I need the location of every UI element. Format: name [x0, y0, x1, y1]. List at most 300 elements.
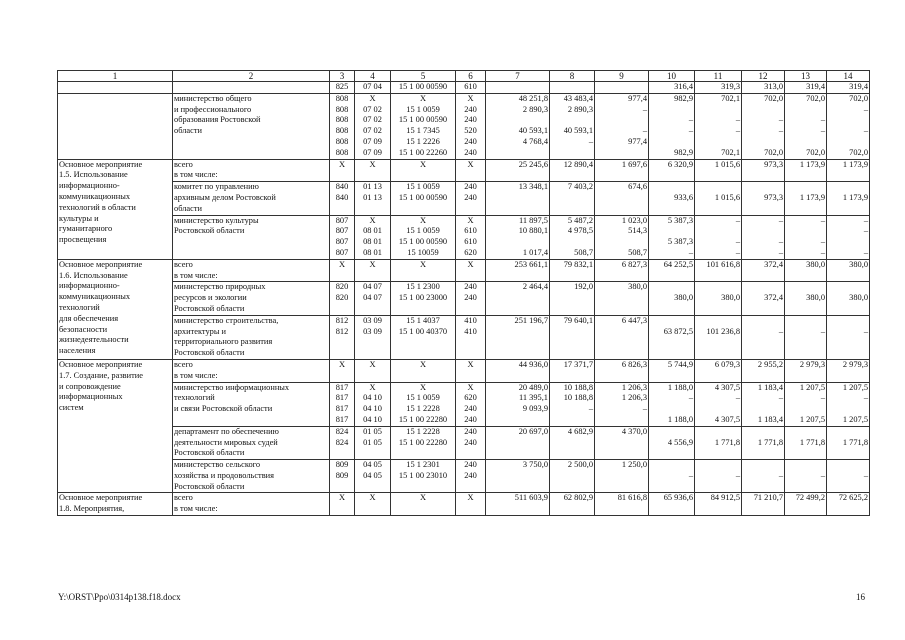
cell-value: 63 872,5: [663, 326, 693, 336]
cell-line: всего: [174, 259, 193, 269]
cell-value: [743, 182, 783, 193]
cell-value: 240: [464, 470, 477, 480]
cell-value: 820: [335, 282, 349, 292]
cell-value: 808: [335, 136, 349, 146]
table-cell: [649, 282, 695, 315]
cell-value: 4 307,5: [714, 414, 740, 424]
cell-value: 1 771,8: [714, 437, 740, 447]
cell-value: [650, 137, 693, 148]
cell-value: –: [863, 247, 868, 257]
cell-line: Ростовской области: [174, 226, 245, 236]
cell-value: –: [863, 226, 868, 236]
cell-line: и связи Ростовской области: [174, 404, 273, 414]
table-cell: [330, 315, 355, 359]
table-cell: [486, 382, 550, 426]
cell-value: [786, 316, 825, 327]
cell-value: [696, 316, 740, 327]
cell-value: [487, 237, 548, 248]
table-row: [58, 93, 870, 159]
cell-value: 9 093,9: [522, 404, 548, 414]
column-number: 9: [595, 71, 649, 82]
cell-value: 04 05: [363, 460, 382, 470]
footer-file-path: Y:\ORST\Ppo\0314p138.f18.docx: [58, 592, 181, 602]
table-cell: [742, 315, 785, 359]
cell-value: X: [467, 493, 474, 503]
cell-value: 84 912,5: [710, 493, 740, 503]
cell-line: Основное мероприятие: [59, 359, 143, 369]
table-cell: [456, 359, 486, 382]
cell-value: 15 1 4037: [406, 315, 440, 325]
cell-line: всего: [174, 493, 193, 503]
cell-value: 01 05: [363, 437, 382, 447]
cell-value: –: [863, 104, 868, 114]
cell-value: 1 771,8: [799, 437, 825, 447]
cell-value: 15 1 0059: [406, 393, 440, 403]
table-row: [58, 215, 870, 259]
cell-value: 1 207,5: [799, 414, 825, 424]
cell-line: информационно-: [59, 181, 120, 191]
measure-cell: [58, 93, 173, 159]
cell-value: 11 395,1: [518, 393, 548, 403]
cell-value: 807: [335, 247, 349, 257]
table-row: [58, 282, 870, 315]
cell-value: [743, 316, 783, 327]
cell-value: 240: [464, 182, 477, 192]
table-cell: [486, 93, 550, 159]
cell-line: всего: [174, 159, 193, 169]
table-cell: [456, 82, 486, 94]
cell-value: 508,7: [628, 247, 647, 257]
org-cell: [173, 82, 330, 94]
cell-value: 2 979,3: [799, 359, 825, 369]
org-cell: [173, 315, 330, 359]
cell-value: [487, 82, 548, 93]
cell-line: хозяйства и продовольствия: [174, 470, 275, 480]
table-cell: [827, 493, 870, 516]
table-cell: [355, 82, 391, 94]
cell-value: [743, 427, 783, 438]
table-cell: [486, 359, 550, 382]
table-cell: [550, 93, 595, 159]
cell-value: 15 1 00 23000: [398, 293, 448, 303]
table-cell: [742, 215, 785, 259]
cell-value: 10 188,8: [563, 382, 593, 392]
cell-value: 04 05: [363, 470, 382, 480]
cell-value: X: [369, 493, 376, 503]
column-number: 2: [173, 71, 330, 82]
table-cell: [486, 259, 550, 282]
table-cell: [355, 182, 391, 215]
cell-value: 03 09: [363, 315, 382, 325]
table-cell: [742, 382, 785, 426]
org-cell: [173, 159, 330, 182]
cell-value: –: [820, 237, 825, 247]
cell-value: –: [820, 115, 825, 125]
cell-line: Ростовской области: [174, 448, 245, 458]
table-row: [58, 159, 870, 182]
cell-value: –: [778, 247, 783, 257]
table-cell: [742, 460, 785, 493]
footer-page-number: 16: [856, 592, 865, 602]
cell-value: [551, 82, 593, 93]
cell-value: [743, 105, 783, 116]
cell-value: 04 10: [363, 404, 382, 414]
table-cell: [550, 315, 595, 359]
cell-value: 380,0: [806, 259, 825, 269]
cell-value: –: [688, 393, 693, 403]
cell-value: 6 320,9: [667, 159, 693, 169]
cell-value: 380,0: [721, 293, 740, 303]
cell-line: коммуникационных: [59, 292, 131, 302]
table-row: [58, 359, 870, 382]
cell-value: –: [778, 470, 783, 480]
table-cell: [550, 359, 595, 382]
cell-value: [696, 137, 740, 148]
cell-value: 04 10: [363, 393, 382, 403]
table-cell: [391, 426, 456, 459]
table-cell: [355, 359, 391, 382]
cell-value: 809: [335, 460, 349, 470]
cell-value: [596, 327, 647, 338]
cell-value: [828, 404, 868, 415]
measure-cell: [58, 493, 173, 516]
budget-table: [57, 70, 870, 516]
cell-value: 15 1 2228: [406, 404, 440, 414]
cell-value: –: [688, 247, 693, 257]
cell-value: 973,3: [764, 159, 783, 169]
cell-line: Ростовской области: [174, 303, 245, 313]
cell-value: 1 188,0: [667, 414, 693, 424]
table-cell: [330, 215, 355, 259]
cell-value: –: [735, 393, 740, 403]
cell-value: 1 015,6: [714, 192, 740, 202]
cell-value: 15 1 2301: [406, 460, 440, 470]
cell-value: [786, 427, 825, 438]
table-row: [58, 460, 870, 493]
cell-value: 817: [335, 414, 349, 424]
cell-line: архитектуры и: [174, 326, 227, 336]
table-cell: [355, 460, 391, 493]
org-cell: [173, 382, 330, 426]
table-cell: [827, 315, 870, 359]
measure-cell: [58, 359, 173, 493]
cell-value: 2 955,2: [757, 359, 783, 369]
cell-value: X: [419, 259, 427, 269]
cell-value: X: [338, 159, 346, 169]
cell-value: 620: [464, 393, 477, 403]
cell-value: 2 979,3: [842, 359, 868, 369]
table-cell: [391, 382, 456, 426]
cell-value: 380,0: [849, 259, 868, 269]
cell-value: –: [688, 126, 693, 136]
cell-value: 316,4: [674, 82, 693, 91]
cell-value: [828, 316, 868, 327]
cell-value: X: [419, 215, 427, 225]
cell-value: [696, 226, 740, 237]
cell-value: X: [338, 359, 346, 369]
cell-value: X: [369, 93, 376, 103]
cell-value: [828, 237, 868, 248]
cell-value: –: [642, 104, 647, 114]
cell-value: –: [863, 326, 868, 336]
cell-value: 5 744,9: [667, 359, 693, 369]
cell-value: –: [778, 215, 783, 225]
measure-cell: [58, 259, 173, 359]
cell-value: 808: [335, 93, 349, 103]
cell-value: 7 403,2: [567, 182, 593, 192]
cell-value: 15 1 0059: [406, 226, 440, 236]
table-cell: [827, 159, 870, 182]
cell-value: [551, 293, 593, 304]
cell-value: 240: [464, 426, 477, 436]
table-cell: [649, 215, 695, 259]
cell-value: [786, 404, 825, 415]
cell-value: 840: [335, 182, 349, 192]
cell-line: и сопровождение: [59, 381, 121, 391]
org-cell: [173, 359, 330, 382]
table-cell: [649, 182, 695, 215]
cell-value: 4 978,5: [567, 226, 593, 236]
cell-value: [828, 182, 868, 193]
cell-value: 240: [464, 147, 477, 157]
column-number: 13: [785, 71, 827, 82]
table-cell: [595, 259, 649, 282]
table-cell: [456, 282, 486, 315]
column-number: 12: [742, 71, 785, 82]
cell-value: 79 832,1: [563, 259, 593, 269]
cell-value: X: [419, 382, 427, 392]
cell-value: 25 245,6: [518, 159, 548, 169]
table-cell: [486, 159, 550, 182]
cell-value: 1 173,9: [842, 159, 868, 169]
table-cell: [695, 93, 742, 159]
cell-line: 1.6. Использование: [59, 270, 128, 280]
cell-value: –: [778, 326, 783, 336]
cell-value: 372,4: [764, 259, 783, 269]
cell-value: 808: [335, 104, 349, 114]
cell-value: 15 10059: [407, 247, 439, 257]
cell-value: [743, 137, 783, 148]
table-cell: [355, 259, 391, 282]
cell-value: 07 02: [363, 104, 382, 114]
table-cell: [456, 460, 486, 493]
cell-value: 982,9: [674, 93, 693, 103]
cell-value: [487, 438, 548, 449]
column-number: 6: [456, 71, 486, 82]
cell-value: 65 936,6: [663, 493, 693, 503]
cell-value: 240: [464, 460, 477, 470]
table-cell: [550, 460, 595, 493]
org-cell: [173, 426, 330, 459]
table-cell: [827, 259, 870, 282]
cell-value: 807: [335, 215, 349, 225]
cell-value: 820: [335, 293, 349, 303]
cell-value: 04 07: [363, 282, 382, 292]
cell-value: 1 207,5: [799, 382, 825, 392]
table-cell: [486, 426, 550, 459]
cell-value: 15 1 7345: [406, 126, 440, 136]
cell-value: 702,0: [764, 147, 783, 157]
cell-value: –: [778, 115, 783, 125]
cell-line: коммуникационных: [59, 191, 131, 201]
table-cell: [695, 460, 742, 493]
cell-value: 101 236,8: [706, 326, 740, 336]
cell-line: систем: [59, 403, 84, 413]
table-cell: [391, 359, 456, 382]
cell-value: 702,0: [806, 93, 825, 103]
cell-value: 1 173,9: [799, 159, 825, 169]
cell-line: министерство строительства,: [174, 315, 279, 325]
column-number: 1: [58, 71, 173, 82]
table-row: [58, 182, 870, 215]
cell-value: 313,0: [764, 82, 783, 91]
cell-value: 15 1 00 22280: [398, 414, 448, 424]
cell-value: [596, 193, 647, 204]
cell-value: [551, 193, 593, 204]
cell-line: области: [174, 203, 202, 213]
cell-value: 1 697,6: [621, 159, 647, 169]
table-cell: [391, 182, 456, 215]
table-cell: [695, 359, 742, 382]
cell-value: –: [820, 326, 825, 336]
table-cell: [456, 426, 486, 459]
cell-value: 817: [335, 393, 349, 403]
cell-value: [696, 427, 740, 438]
cell-value: 610: [464, 237, 477, 247]
table-cell: [550, 82, 595, 94]
cell-value: 192,0: [574, 282, 593, 292]
cell-value: [650, 316, 693, 327]
cell-value: 15 1 00 00590: [398, 115, 448, 125]
table-cell: [742, 359, 785, 382]
cell-value: –: [735, 247, 740, 257]
cell-value: 1 183,4: [757, 414, 783, 424]
cell-line: министерство информационных: [174, 382, 290, 392]
cell-value: [650, 226, 693, 237]
cell-value: 319,4: [849, 82, 868, 91]
table-cell: [330, 493, 355, 516]
cell-value: [828, 115, 868, 126]
org-cell: [173, 215, 330, 259]
cell-value: [650, 460, 693, 471]
cell-value: X: [338, 259, 346, 269]
cell-value: 319,4: [806, 82, 825, 91]
table-cell: [695, 382, 742, 426]
cell-value: –: [588, 404, 593, 414]
cell-value: [596, 237, 647, 248]
table-cell: [595, 215, 649, 259]
table-cell: [330, 426, 355, 459]
cell-value: 20 489,0: [518, 382, 548, 392]
table-cell: [486, 215, 550, 259]
cell-value: 5 487,2: [567, 215, 593, 225]
table-cell: [785, 182, 827, 215]
org-cell: [173, 282, 330, 315]
cell-value: [650, 404, 693, 415]
cell-value: 240: [464, 192, 477, 202]
table-cell: [456, 93, 486, 159]
cell-value: 15 1 00 23010: [398, 470, 448, 480]
table-row: [58, 82, 870, 94]
cell-value: X: [369, 259, 376, 269]
table-cell: [649, 359, 695, 382]
table-cell: [330, 259, 355, 282]
cell-value: –: [820, 126, 825, 136]
cell-value: 4 556,9: [667, 437, 693, 447]
table-cell: [330, 460, 355, 493]
cell-value: 1 023,0: [621, 215, 647, 225]
cell-value: 380,0: [674, 293, 693, 303]
cell-value: –: [778, 393, 783, 403]
cell-value: [487, 193, 548, 204]
cell-value: 15 1 0059: [406, 104, 440, 114]
cell-value: 825: [335, 82, 349, 91]
cell-value: 11 897,5: [518, 215, 548, 225]
table-cell: [550, 259, 595, 282]
org-cell: [173, 93, 330, 159]
cell-value: 1 017,4: [522, 247, 548, 257]
cell-value: X: [467, 259, 474, 269]
cell-value: 817: [335, 404, 349, 414]
cell-value: 1 207,5: [842, 382, 868, 392]
cell-value: 6 827,3: [621, 259, 647, 269]
cell-value: 973,3: [764, 192, 783, 202]
cell-value: 240: [464, 414, 477, 424]
table-cell: [649, 426, 695, 459]
table-cell: [649, 382, 695, 426]
cell-value: –: [820, 215, 825, 225]
table-cell: [695, 159, 742, 182]
cell-value: 6 079,3: [714, 359, 740, 369]
cell-value: 410: [464, 326, 477, 336]
table-cell: [391, 315, 456, 359]
cell-value: 07 02: [363, 115, 382, 125]
cell-value: 817: [335, 382, 349, 392]
cell-line: министерство культуры: [174, 215, 259, 225]
cell-value: 1 183,4: [757, 382, 783, 392]
cell-line: Ростовской области: [174, 348, 245, 358]
cell-value: 43 483,4: [563, 93, 593, 103]
cell-value: –: [735, 115, 740, 125]
cell-value: 240: [464, 282, 477, 292]
cell-value: [828, 460, 868, 471]
cell-value: 702,1: [721, 147, 740, 157]
cell-value: 15 1 0059: [406, 182, 440, 192]
cell-value: 08 01: [363, 247, 382, 257]
cell-value: 620: [464, 247, 477, 257]
cell-value: [487, 293, 548, 304]
cell-value: X: [419, 359, 427, 369]
cell-value: –: [735, 237, 740, 247]
cell-line: всего: [174, 359, 193, 369]
cell-value: [596, 293, 647, 304]
table-cell: [785, 460, 827, 493]
cell-value: [696, 460, 740, 471]
cell-value: [696, 182, 740, 193]
cell-value: 1 173,9: [799, 192, 825, 202]
cell-value: [551, 415, 593, 426]
cell-value: [650, 105, 693, 116]
table-cell: [550, 215, 595, 259]
table-cell: [595, 382, 649, 426]
cell-line: министерство природных: [174, 282, 266, 292]
cell-value: X: [467, 382, 474, 392]
cell-value: X: [419, 93, 427, 103]
cell-value: 2 464,4: [522, 282, 548, 292]
cell-line: деятельности мировых судей: [174, 437, 278, 447]
table-cell: [595, 282, 649, 315]
table-cell: [330, 359, 355, 382]
